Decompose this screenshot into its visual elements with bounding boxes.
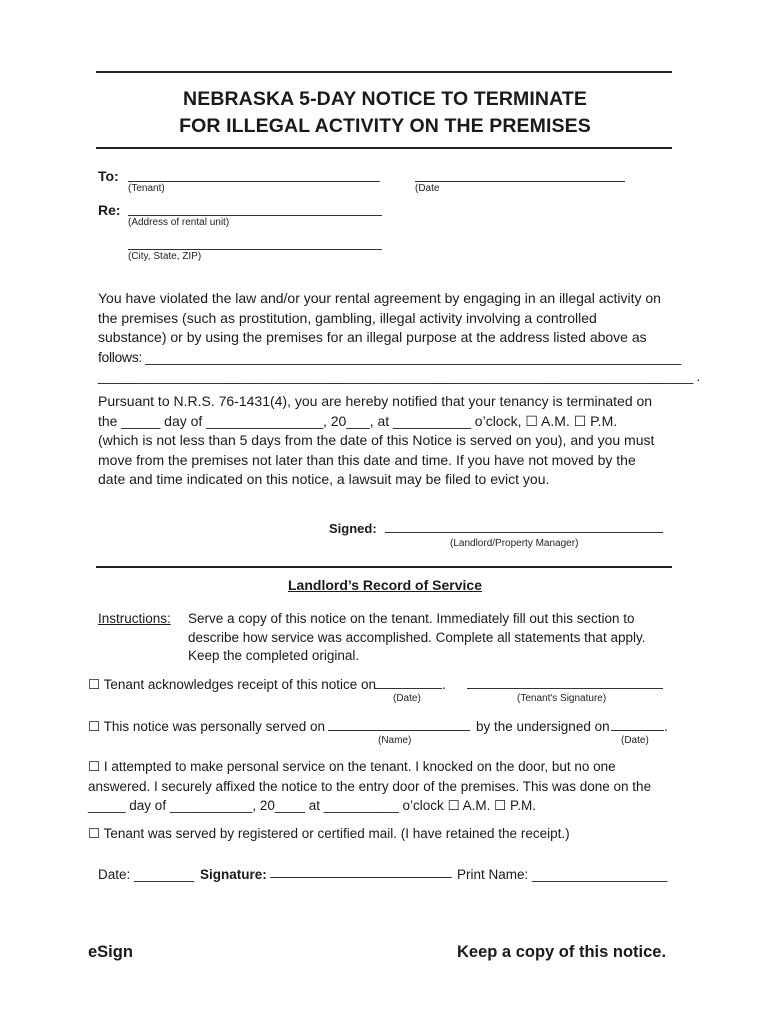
date-field[interactable] [415,181,625,182]
text-line: Keep the completed original. [188,648,360,663]
top-rule [96,71,672,73]
landlord-signature-field[interactable] [385,532,663,533]
re-label: Re: [98,202,121,218]
undersigned-text: by the undersigned on [476,719,610,734]
ack-date-field[interactable] [375,688,442,689]
instructions-label: Instructions: [98,611,171,626]
served-name-field[interactable] [328,730,470,731]
text-line: date and time indicated on this notice, a lawsuit may be filed to evict you. [98,471,550,487]
address-field[interactable] [128,215,382,216]
instructions-text [188,610,645,666]
record-date-field[interactable]: Date: ________ [98,867,195,882]
text-line: You have violated the law and/or your rental agreement by engaging in an illegal activity on [98,290,661,306]
option-tenant-ack[interactable]: ☐ Tenant acknowledges receipt of this notice on [88,677,377,692]
text-line: (which is not less than 5 days from the date of this Notice is served on you), and you must [98,432,655,448]
landlord-caption: (Landlord/Property Manager) [450,538,579,549]
text-line: answered. I securely affixed the notice to the entry door of the premises. This was done on the [88,778,652,794]
text-line: the _____ day of _______________, 20___, at __________ o’clock, ☐ A.M. ☐ P.M. [98,412,618,429]
served-period: . [664,719,668,734]
signed-label: Signed: [329,521,377,536]
text-line: describe how service was accomplished. Complete all statements that apply. [188,629,646,645]
text-line: Pursuant to N.R.S. 76-1431(4), you are hereby notified that your tenancy is terminated on [98,393,653,409]
page-title-line2: FOR ILLEGAL ACTIVITY ON THE PREMISES [179,115,591,137]
text-line: _____ day of ___________, 20____ at __________ o’clock ☐ A.M. ☐ P.M. [88,798,537,813]
text-line: move from the premises not later than this date and time. If you have not moved by the [98,451,636,468]
record-signature-label: Signature: [200,867,267,882]
record-signature-field[interactable] [270,877,452,878]
termination-paragraph [98,392,654,490]
section-rule [96,566,672,568]
tenant-signature-field[interactable] [467,688,663,689]
option-posted-service[interactable] [88,757,651,816]
city-caption: (City, State, ZIP) [128,251,202,262]
record-heading: Landlord’s Record of Service [288,577,482,593]
text-line: ☐ I attempted to make personal service on the tenant. I knocked on the door, but no one [88,759,616,774]
esign-logo: eSign [88,943,133,961]
served-date-caption: (Date) [621,735,649,746]
text-line: the premises (such as prostitution, gambling, illegal activity involving a controlled [98,309,597,326]
ack-date-caption: (Date) [393,693,421,704]
text-line: ________________________________________________________________________________ . [98,368,700,384]
text-line: follows: ________________________________________________________________________ [98,348,681,365]
to-label: To: [98,168,119,184]
city-field[interactable] [128,249,382,250]
violation-paragraph [98,289,700,387]
tenant-caption: (Tenant) [128,183,165,194]
keep-copy-notice: Keep a copy of this notice. [457,943,667,961]
address-caption: (Address of rental unit) [128,217,230,228]
text-line: substance) or by using the premises for an illegal purpose at the address listed above as [98,329,647,345]
served-date-field[interactable] [611,730,664,731]
page-title-line1: NEBRASKA 5-DAY NOTICE TO TERMINATE [183,88,587,110]
title-rule [96,147,672,149]
tenant-field[interactable] [128,181,380,182]
served-name-caption: (Name) [378,735,412,746]
print-name-field[interactable]: Print Name: __________________ [457,867,668,882]
option-mail-service[interactable]: ☐ Tenant was served by registered or certified mail. (I have retained the receipt.) [88,826,570,841]
option-personal-service[interactable]: ☐ This notice was personally served on [88,719,325,734]
ack-period: . [442,677,446,692]
text-line: Serve a copy of this notice on the tenant. Immediately fill out this section to [188,611,635,626]
date-caption: (Date [415,183,440,194]
tenant-signature-caption: (Tenant's Signature) [517,693,607,704]
